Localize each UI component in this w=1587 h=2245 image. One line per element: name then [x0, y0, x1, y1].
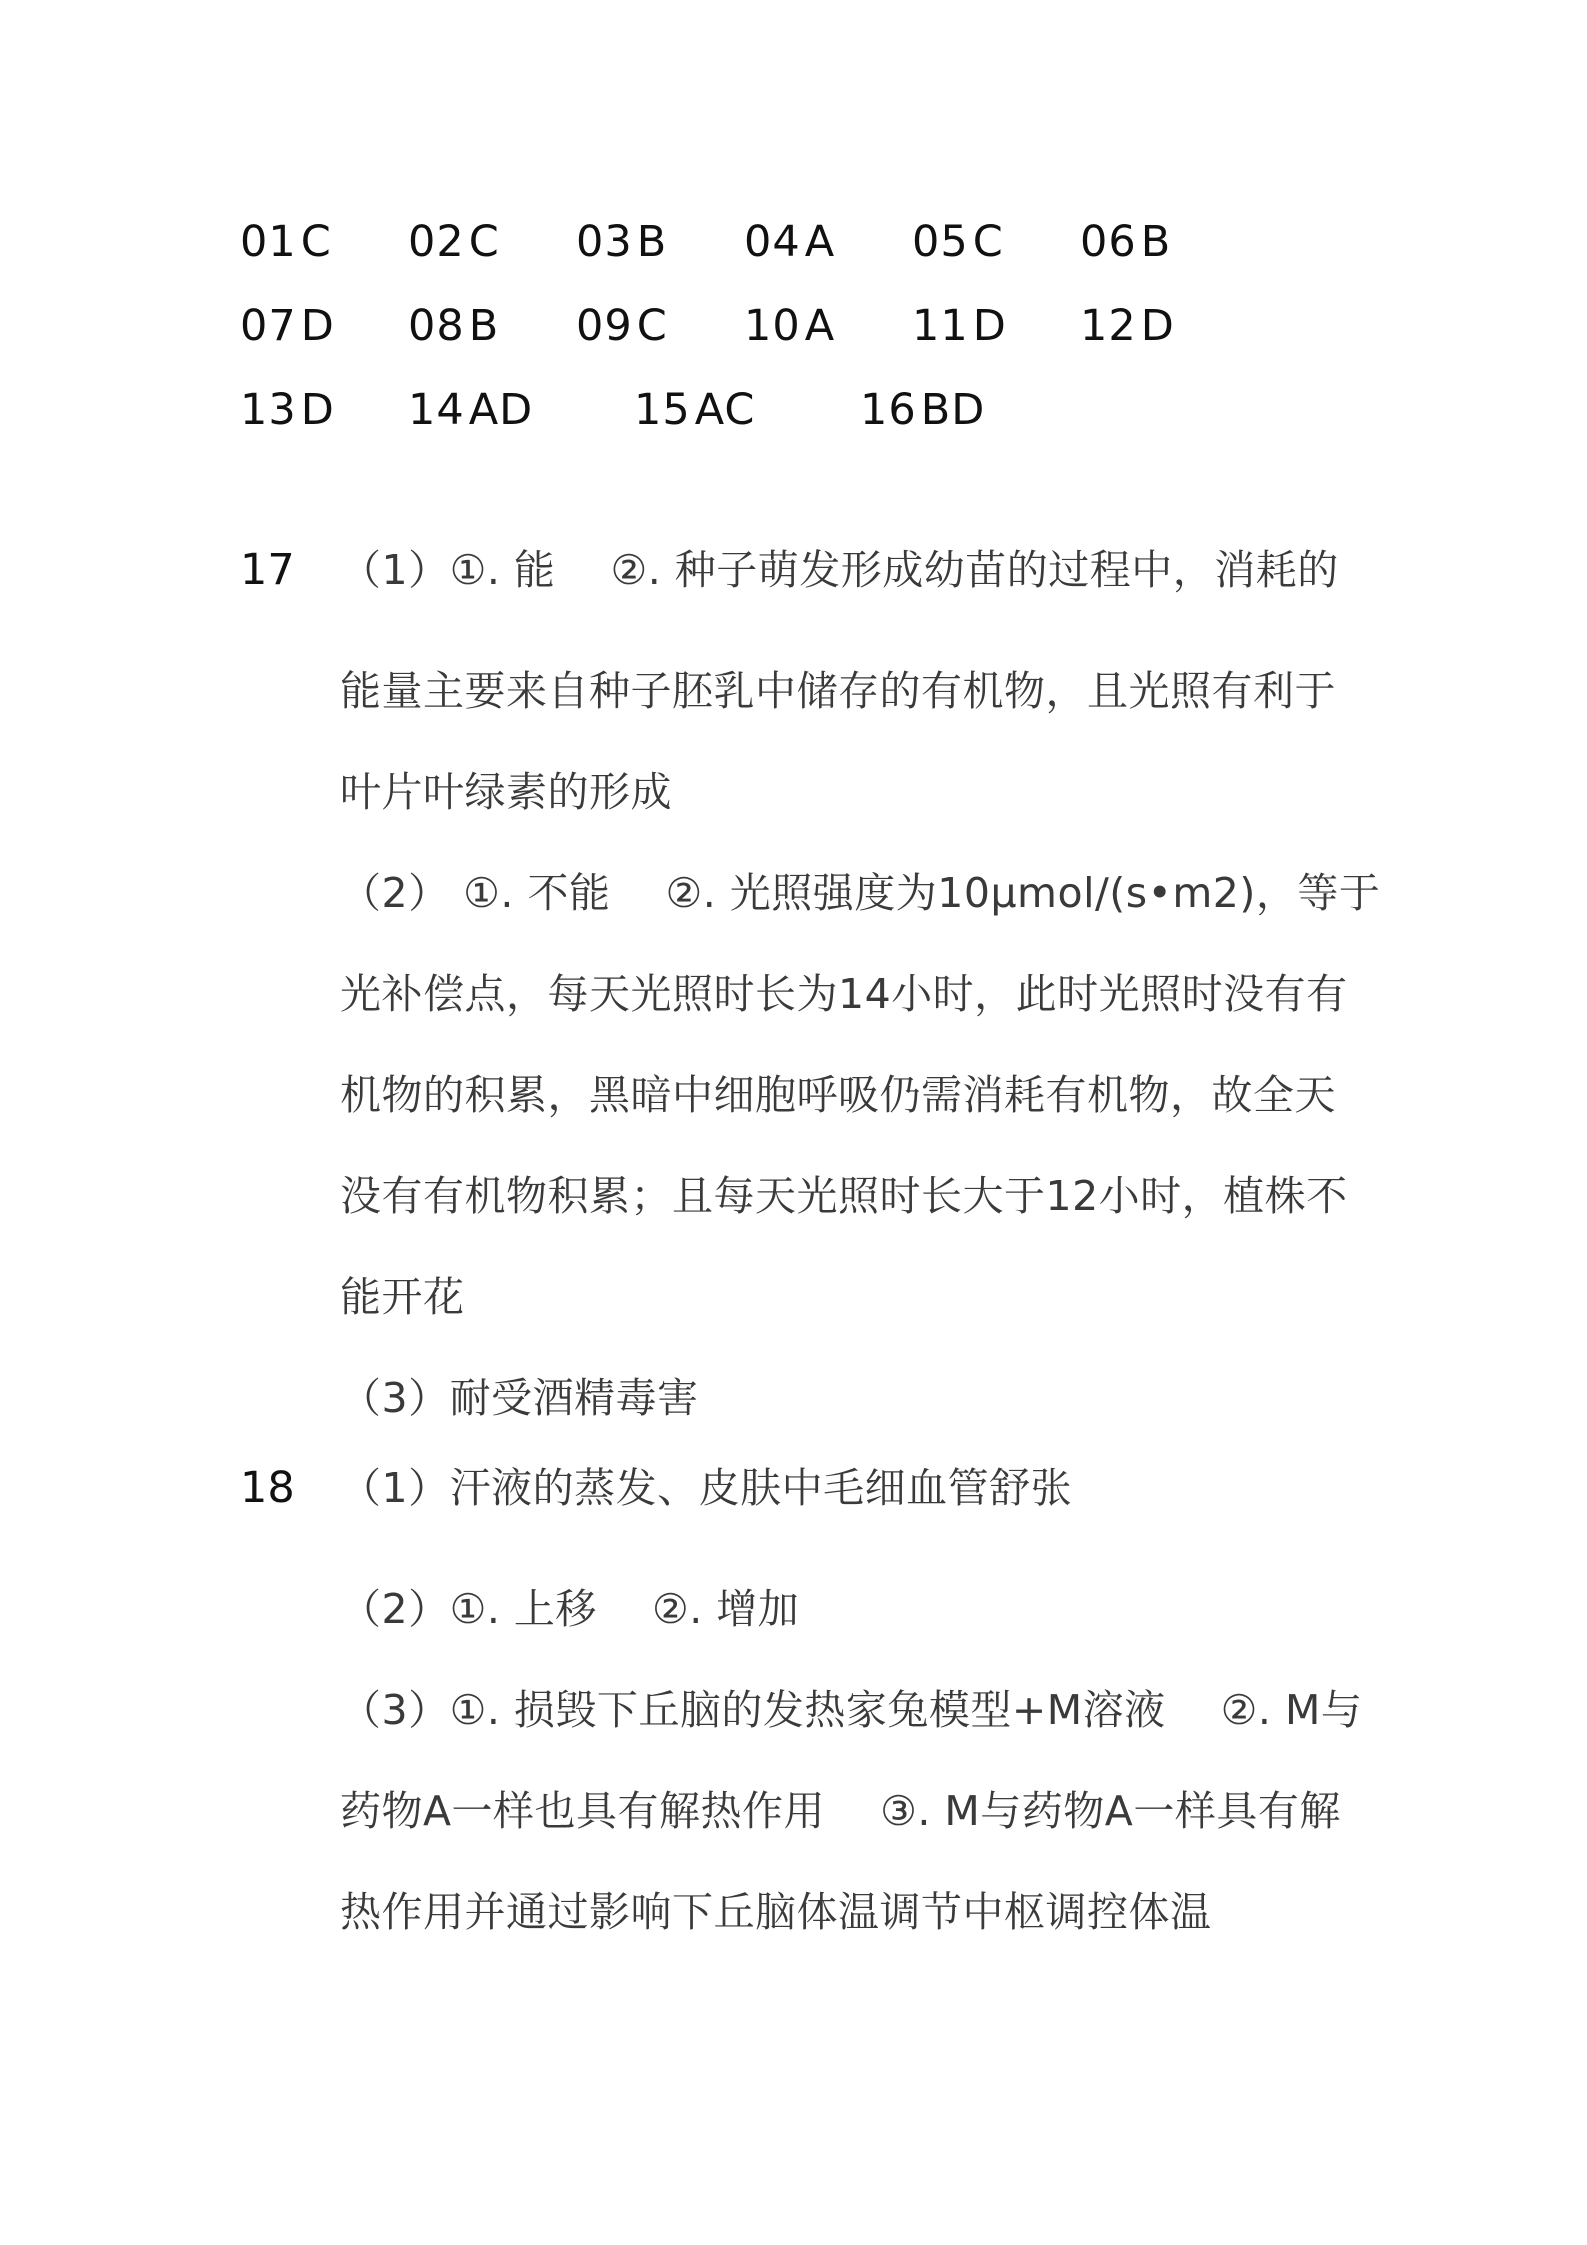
mcq-answer: 12D	[1080, 301, 1175, 351]
mcq-answer: 14AD	[408, 385, 534, 435]
mcq-answer: 07D	[240, 301, 335, 351]
mcq-answer: 15AC	[634, 385, 756, 435]
mcq-answer-grid	[240, 200, 1248, 452]
answer-line: 能量主要来自种子胚乳中储存的有机物，且光照有利于	[340, 667, 1336, 715]
mcq-answer: 08B	[408, 301, 500, 351]
answer-line: 没有有机物积累；且每天光照时长大于12小时，植株不	[340, 1172, 1348, 1220]
answer-line: 药物A一样也具有解热作用 ③. M与药物A一样具有解	[340, 1787, 1341, 1835]
mcq-answer: 09C	[576, 301, 668, 351]
mcq-row	[240, 200, 1248, 284]
answer-line: （2）①. 上移 ②. 增加	[340, 1585, 800, 1633]
mcq-answer: 13D	[240, 385, 335, 435]
mcq-answer: 03B	[576, 217, 668, 267]
answer-line: 机物的积累，黑暗中细胞呼吸仍需消耗有机物，故全天	[340, 1071, 1336, 1119]
answer-line: （1）①. 能 ②. 种子萌发形成幼苗的过程中，消耗的	[340, 546, 1339, 594]
mcq-row	[240, 284, 1248, 368]
answer-line: （1）汗液的蒸发、皮肤中毛细血管舒张	[340, 1464, 1073, 1512]
mcq-answer: 11D	[912, 301, 1007, 351]
question-number: 17	[240, 545, 295, 595]
answer-line: 热作用并通过影响下丘脑体温调节中枢调控体温	[340, 1888, 1212, 1936]
answer-line: 能开花	[340, 1273, 465, 1321]
mcq-answer: 02C	[408, 217, 500, 267]
mcq-row	[240, 368, 1248, 452]
mcq-answer: 06B	[1080, 217, 1172, 267]
question-answer-body	[340, 540, 1380, 1449]
mcq-answer: 01C	[240, 217, 332, 267]
answer-line: （3）①. 损毁下丘脑的发热家兔模型+M溶液 ②. M与	[340, 1686, 1363, 1734]
mcq-answer: 05C	[912, 217, 1004, 267]
mcq-answer: 10A	[744, 301, 836, 351]
answer-line: （2） ①. 不能 ②. 光照强度为10μmol/(s•m2)，等于	[340, 869, 1381, 917]
mcq-answer: 04A	[744, 217, 836, 267]
question-answer-body	[340, 1458, 1380, 1963]
mcq-answer: 16BD	[860, 385, 986, 435]
answer-line: 叶片叶绿素的形成	[340, 768, 672, 816]
question-number: 18	[240, 1463, 295, 1513]
answer-line: 光补偿点，每天光照时长为14小时，此时光照时没有有	[340, 970, 1348, 1018]
answer-line: （3）耐受酒精毒害	[340, 1374, 699, 1422]
